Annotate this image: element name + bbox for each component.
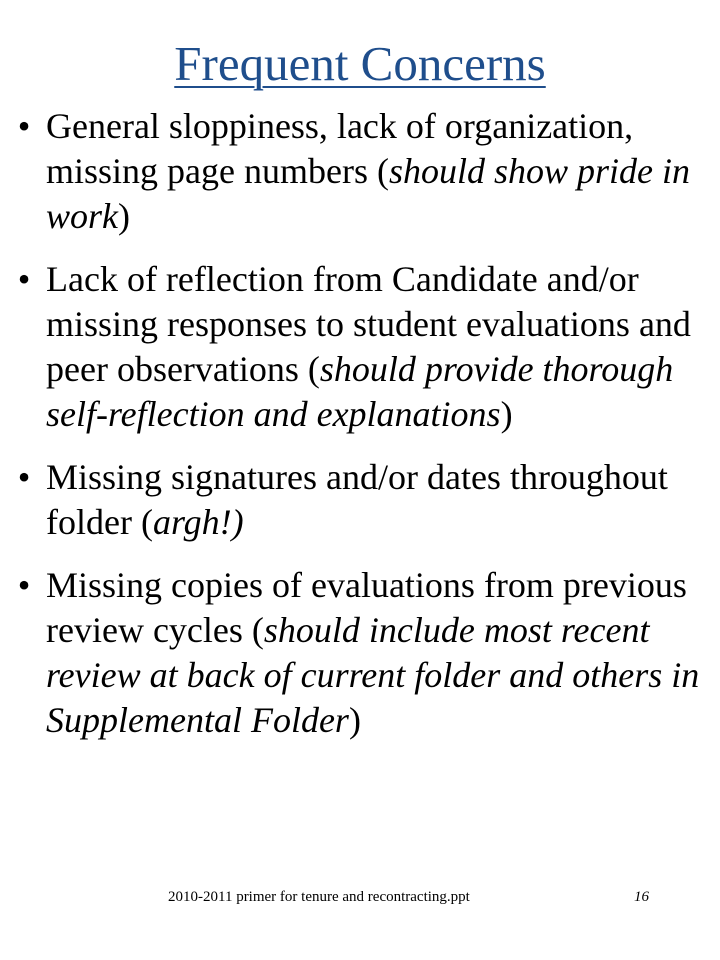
bullet-dot-icon: •	[17, 457, 31, 497]
slide-title	[0, 34, 720, 94]
bullet-note: should provide thorough self-reflection and explanations	[46, 349, 674, 434]
bullet-note: argh!)	[152, 502, 244, 542]
slide-footer: 2010-2011 primer for tenure and recontracting.ppt	[168, 889, 470, 905]
bullet-dot-icon: •	[17, 259, 31, 299]
bullet-text: General sloppiness, lack of organization, missing page numbers (should show pride in work)	[46, 106, 690, 236]
bullet-dot-icon: •	[17, 565, 31, 605]
bullet-item	[0, 257, 720, 437]
bullet-dot-icon: •	[17, 106, 31, 146]
bullet-item	[0, 563, 720, 743]
bullet-text: Missing copies of evaluations from previous review cycles (should include most recent review at back of current folder and others in Supplemental Folder)	[46, 565, 700, 740]
page-number: 16	[634, 889, 649, 905]
bullet-text: Lack of reflection from Candidate and/or missing responses to student evaluations and peer observations (should provide thorough self-reflection and explanations)	[46, 259, 691, 434]
slide-title-text: Frequent Concerns	[174, 36, 546, 91]
bullet-note: should show pride in work	[46, 151, 690, 236]
bullet-text: Missing signatures and/or dates throughout folder (argh!)	[46, 457, 668, 542]
bullet-list	[0, 104, 720, 761]
bullet-item	[0, 104, 720, 239]
bullet-note: should include most recent review at back of current folder and others in Supplemental Folder	[46, 610, 700, 740]
bullet-item	[0, 455, 720, 545]
